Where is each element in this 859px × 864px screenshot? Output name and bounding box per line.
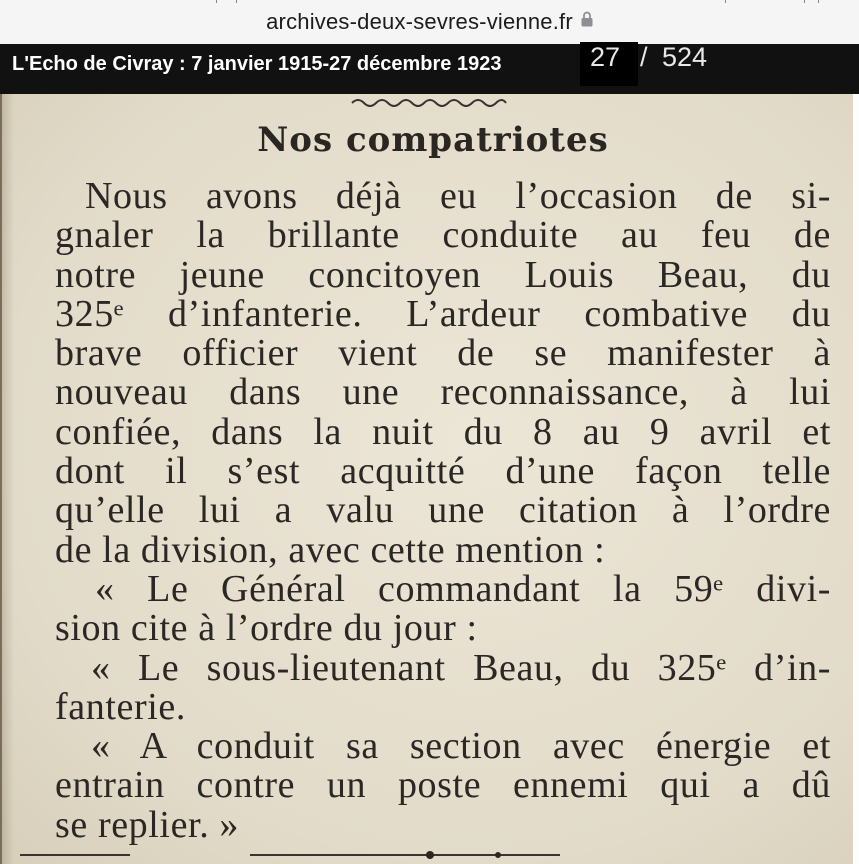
- article-headline: Nos compatriotes: [257, 120, 609, 160]
- url-text: archives-deux-sevres-vienne.fr: [266, 9, 573, 34]
- article-line: de la division, avec cette mention :: [55, 528, 606, 571]
- url-display[interactable]: [0, 9, 859, 35]
- total-pages: 524: [662, 42, 708, 72]
- article-line: entrain contre un poste ennemi qui a dû: [55, 764, 831, 807]
- tab-edge-mark: [818, 0, 819, 3]
- article-body: [55, 177, 831, 845]
- decorative-squiggle: [350, 94, 510, 108]
- decorative-bottom-rule: [0, 849, 859, 859]
- article-line: « A conduit sa section avec énergie et: [91, 725, 831, 768]
- article-line: brave officier vient de se manifester à: [55, 332, 831, 375]
- current-page-number[interactable]: 27: [590, 42, 621, 72]
- tab-edge-mark: [236, 0, 237, 3]
- article-line: confiée, dans la nuit du 8 au 9 avril et: [55, 410, 831, 453]
- article-line: gnaler la brillante conduite au feu de: [55, 214, 831, 257]
- tab-edge-mark: [804, 0, 805, 3]
- article-line: « Le Général commandant la 59ᵉ divi-: [95, 567, 831, 610]
- article-line: notre jeune concitoyen Louis Beau, du: [55, 253, 831, 296]
- scanned-newspaper-page: [0, 94, 859, 864]
- document-viewer-header: [0, 44, 859, 94]
- article-line: nouveau dans une reconnaissance, à lui: [55, 371, 831, 414]
- tab-edge-mark: [725, 0, 726, 3]
- article-line: fanterie.: [55, 685, 186, 728]
- article-line: 325ᵉ d’infanterie. L’ardeur combative du: [55, 292, 831, 335]
- tab-edge-mark: [216, 0, 217, 3]
- lock-icon: [581, 7, 593, 33]
- article-line: Nous avons déjà eu l’occasion de si-: [85, 175, 831, 217]
- article-line: qu’elle lui a valu une citation à l’ordre: [55, 489, 831, 532]
- article-line: « Le sous-lieutenant Beau, du 325ᵉ d’in-: [91, 646, 831, 689]
- article-line: sion cite à l’ordre du jour :: [55, 607, 478, 650]
- document-title: L'Echo de Civray : 7 janvier 1915-27 décembre 1923: [12, 53, 502, 75]
- article-line: dont il s’est acquitté d’une façon telle: [55, 450, 831, 493]
- scan-left-edge: [0, 94, 2, 864]
- page-separator: /: [640, 42, 648, 72]
- browser-address-bar[interactable]: [0, 0, 859, 45]
- scan-right-margin: [853, 94, 859, 864]
- article-line: se replier. »: [55, 803, 240, 846]
